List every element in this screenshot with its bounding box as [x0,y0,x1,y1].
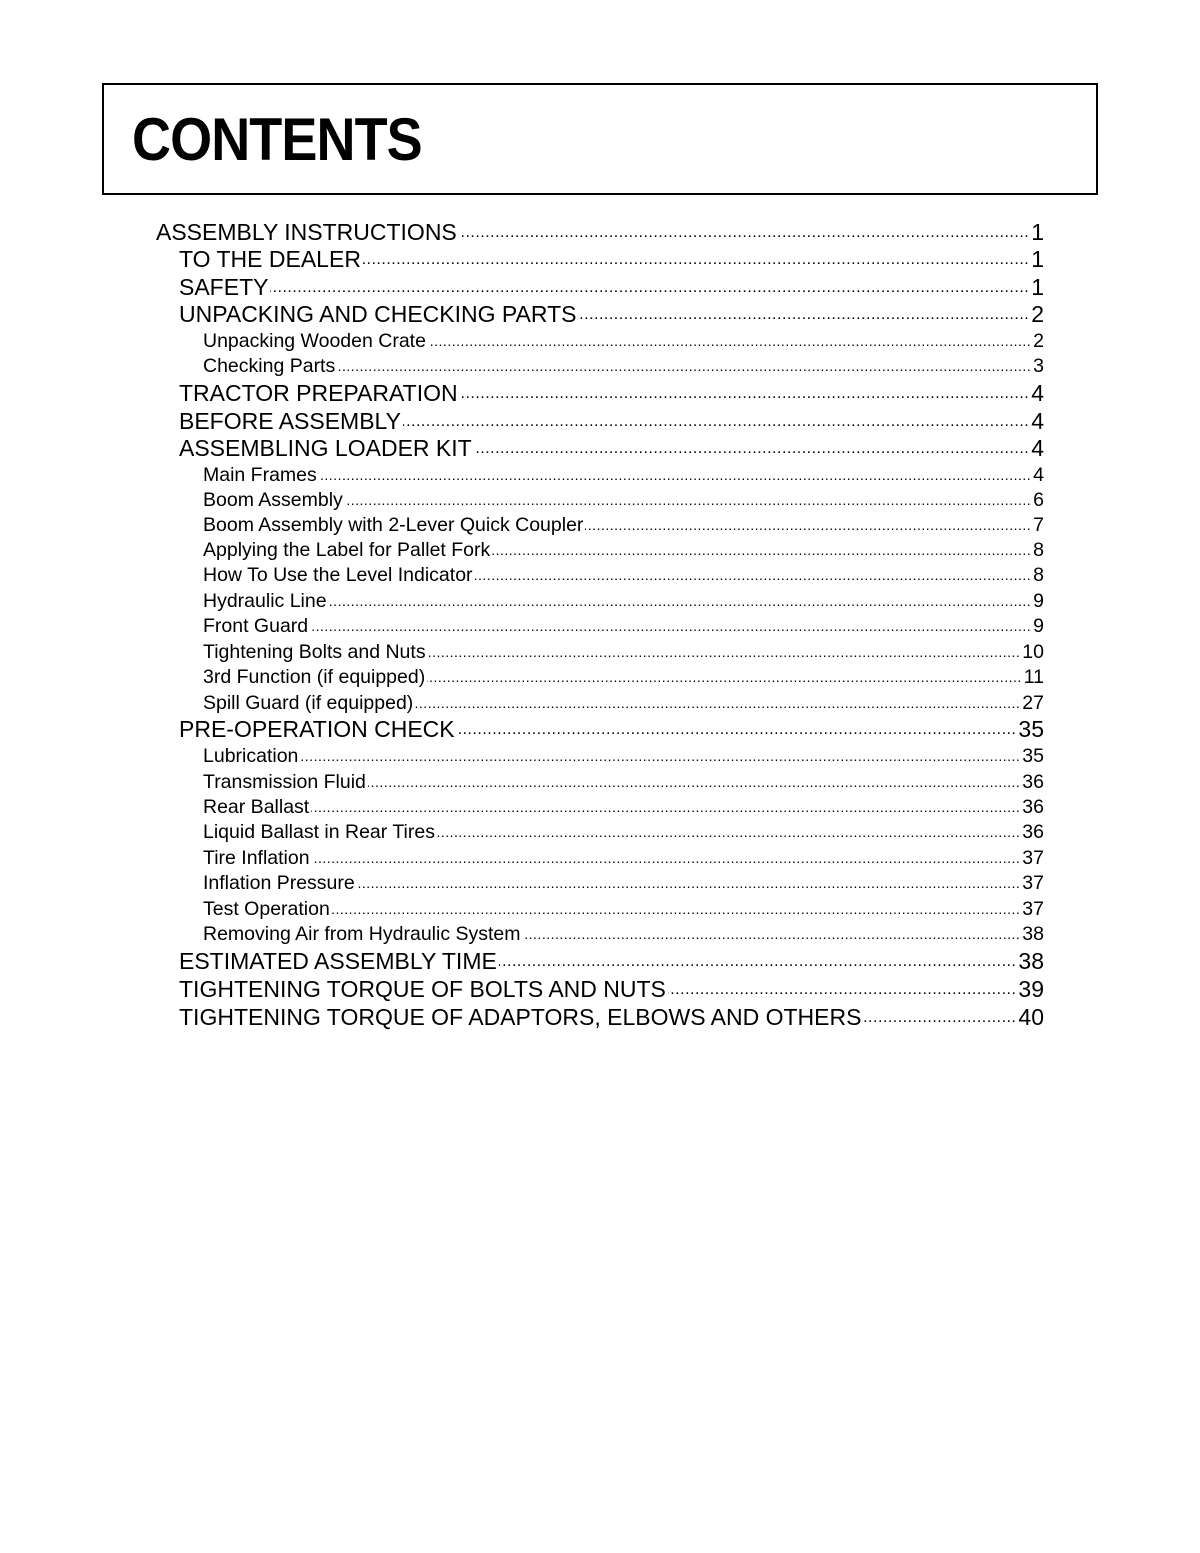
toc-entry-page: 6 [1033,488,1044,511]
toc-dot-leader [475,561,1032,581]
toc-entry-page: 4 [1031,380,1044,406]
toc-entry-label: ASSEMBLY INSTRUCTIONS [156,219,457,245]
toc-entry[interactable] [179,244,1044,273]
toc-entry[interactable] [179,714,1044,743]
toc-entry-page: 37 [1022,846,1044,869]
toc-entry[interactable] [203,818,1044,844]
toc-dot-leader [368,768,1020,788]
toc-entry-label: Tightening Bolts and Nuts [203,640,426,663]
toc-entry-label: SAFETY [179,274,269,300]
toc-entry-page: 8 [1033,538,1044,561]
toc-dot-leader [300,742,1020,762]
toc-entry[interactable] [203,511,1044,537]
toc-dot-leader [319,461,1031,481]
toc-entry-label: Lubrication [203,744,299,767]
toc-entry-label: Applying the Label for Pallet Fork [203,538,491,561]
toc-entry-page: 37 [1022,871,1044,894]
toc-entry-label: ESTIMATED ASSEMBLY TIME [179,948,497,974]
toc-dot-leader [459,217,1029,240]
toc-entry-page: 37 [1022,897,1044,920]
toc-entry-label: Inflation Pressure [203,871,355,894]
toc-entry[interactable] [203,536,1044,562]
toc-dot-leader [337,352,1031,372]
toc-entry-page: 11 [1023,665,1044,688]
toc-entry-page: 10 [1022,640,1044,663]
toc-entry-page: 27 [1022,691,1044,714]
toc-entry-label: TIGHTENING TORQUE OF BOLTS AND NUTS [179,976,666,1002]
toc-entry-page: 36 [1022,795,1044,818]
toc-entry-page: 7 [1033,513,1044,536]
toc-entry-page: 2 [1031,301,1044,327]
toc-dot-leader [311,793,1020,813]
page-title: CONTENTS [132,106,422,173]
toc-entry-page: 40 [1018,1004,1044,1030]
toc-dot-leader [523,920,1021,940]
toc-entry[interactable] [179,299,1044,328]
toc-entry-page: 36 [1022,820,1044,843]
toc-dot-leader [460,378,1030,401]
toc-entry-page: 1 [1031,219,1044,245]
toc-entry[interactable] [179,974,1044,1003]
toc-entry-page: 3 [1033,354,1044,377]
toc-dot-leader [357,869,1021,889]
toc-dot-leader [415,689,1020,709]
toc-dot-leader [403,406,1029,429]
toc-dot-leader [578,299,1029,322]
toc-entry-label: Main Frames [203,463,317,486]
toc-dot-leader [363,244,1029,267]
toc-entry-label: BEFORE ASSEMBLY [179,408,401,434]
toc-entry-label: Tire Inflation [203,846,310,869]
toc-entry-label: 3rd Function (if equipped) [203,665,426,688]
toc-entry-label: Liquid Ballast in Rear Tires [203,820,435,843]
toc-entry-label: TRACTOR PREPARATION [179,380,458,406]
toc-entry-label: Test Operation [203,897,330,920]
toc-entry-page: 9 [1033,589,1044,612]
toc-entry[interactable] [203,920,1044,946]
toc-entry-label: Boom Assembly with 2-Lever Quick Coupler [203,513,584,536]
toc-dot-leader [345,486,1031,506]
toc-entry[interactable] [203,663,1044,689]
toc-entry-page: 8 [1033,563,1044,586]
toc-entry-page: 35 [1018,716,1044,742]
toc-entry[interactable] [203,844,1044,870]
toc-dot-leader [437,818,1020,838]
toc-entry-page: 4 [1031,435,1044,461]
toc-entry[interactable] [203,486,1044,512]
toc-entry[interactable] [179,378,1044,407]
toc-entry-page: 36 [1022,770,1044,793]
toc-entry[interactable] [156,217,1044,246]
toc-entry[interactable] [179,406,1044,435]
toc-entry-label: UNPACKING AND CHECKING PARTS [179,301,577,327]
toc-entry[interactable] [179,1002,1044,1031]
toc-entry[interactable] [179,272,1044,301]
toc-entry[interactable] [203,742,1044,768]
toc-entry-label: ASSEMBLING LOADER KIT [179,435,472,461]
toc-entry-page: 39 [1018,976,1044,1002]
toc-entry-label: Boom Assembly [203,488,343,511]
toc-entry-label: Unpacking Wooden Crate [203,329,426,352]
toc-entry-page: 35 [1022,744,1044,767]
toc-entry-label: Rear Ballast [203,795,310,818]
toc-entry[interactable] [203,869,1044,895]
toc-entry-page: 1 [1031,274,1044,300]
toc-dot-leader [585,511,1031,531]
toc-entry[interactable] [203,793,1044,819]
toc-entry[interactable] [203,612,1044,638]
toc-dot-leader [863,1002,1016,1025]
toc-dot-leader [270,272,1029,295]
toc-entry[interactable] [203,561,1044,587]
toc-entry[interactable] [203,638,1044,664]
toc-entry[interactable] [203,587,1044,613]
toc-dot-leader [427,663,1022,683]
toc-dot-leader [312,844,1021,864]
toc-dot-leader [329,587,1032,607]
toc-entry-page: 9 [1033,614,1044,637]
toc-entry-page: 2 [1033,329,1044,352]
toc-entry-label: Removing Air from Hydraulic System [203,922,521,945]
toc-entry-label: TIGHTENING TORQUE OF ADAPTORS, ELBOWS AND OTHERS [179,1004,862,1030]
toc-entry[interactable] [203,461,1044,487]
toc-dot-leader [428,327,1031,347]
toc-entry-label: Spill Guard (if equipped) [203,691,414,714]
toc-entry[interactable] [203,352,1044,378]
toc-dot-leader [499,946,1017,969]
toc-entry-label: Front Guard [203,614,309,637]
title-box [102,83,1098,195]
toc-entry-label: Transmission Fluid [203,770,366,793]
toc-entry-page: 38 [1022,922,1044,945]
toc-dot-leader [457,714,1017,737]
toc-dot-leader [310,612,1031,632]
toc-entry[interactable] [203,768,1044,794]
toc-entry-page: 4 [1031,408,1044,434]
toc-dot-leader [492,536,1031,556]
toc-entry-page: 1 [1031,246,1044,272]
toc-entry-label: TO THE DEALER [179,246,361,272]
toc-dot-leader [428,638,1021,658]
toc-dot-leader [474,433,1030,456]
toc-entry-label: How To Use the Level Indicator [203,563,473,586]
toc-entry-page: 4 [1033,463,1044,486]
toc-entry[interactable] [179,946,1044,975]
toc-entry-page: 38 [1018,948,1044,974]
toc-entry-label: PRE-OPERATION CHECK [179,716,455,742]
toc-entry[interactable] [179,433,1044,462]
toc-entry-label: Hydraulic Line [203,589,327,612]
toc-entry[interactable] [203,689,1044,715]
toc-entry-label: Checking Parts [203,354,336,377]
toc-dot-leader [332,895,1020,915]
toc-entry[interactable] [203,327,1044,353]
toc-entry[interactable] [203,895,1044,921]
toc-dot-leader [668,974,1017,997]
